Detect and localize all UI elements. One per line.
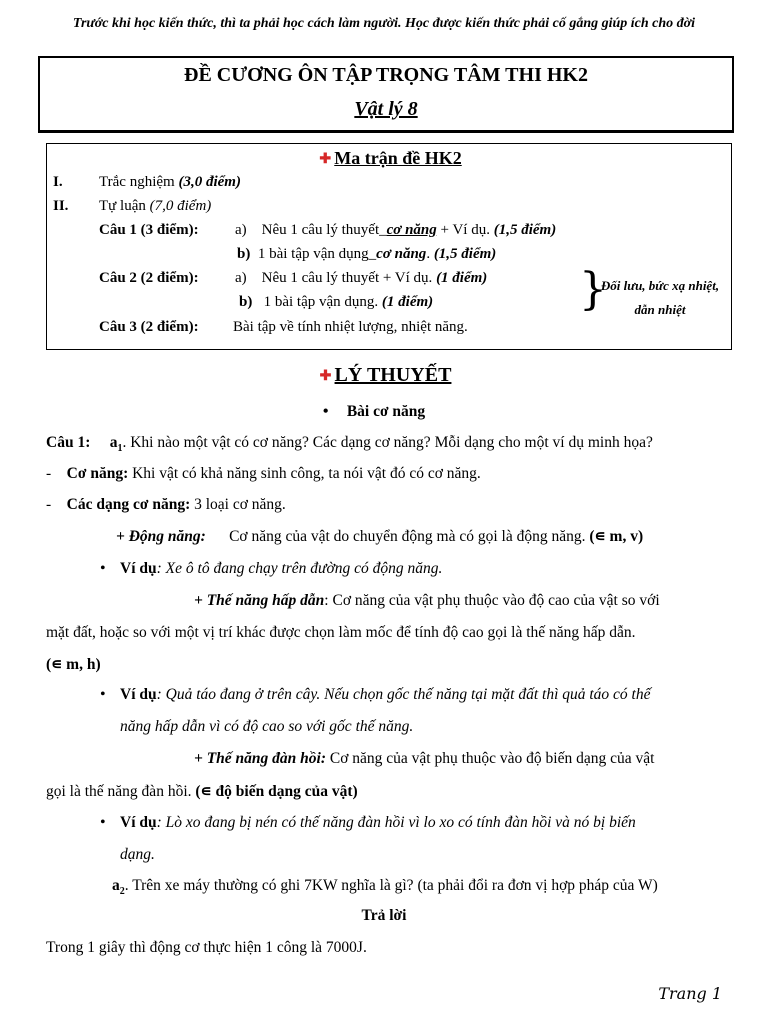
example-1: • Ví dụ: Xe ô tô đang chạy trên đường có động năng. <box>120 560 442 578</box>
theory-heading: ✚ LÝ THUYẾT <box>0 364 768 387</box>
q1-label: Câu 1 (3 điểm): <box>99 222 199 238</box>
right-brace-icon: } <box>579 264 607 315</box>
title-box <box>38 56 734 133</box>
q1-b-line: b) 1 bài tập vận dụng_cơ năng. (1,5 điểm) <box>237 246 497 262</box>
the-nang-hap-dan-dep: (∊ m, h) <box>46 656 101 673</box>
document-title: ĐỀ CƯƠNG ÔN TẬP TRỌNG TÂM THI HK2 <box>184 64 588 86</box>
side-note: Đối lưu, bức xạ nhiệt, dẫn nhiệt <box>600 278 720 317</box>
example-2-line1: • Ví dụ: Quả táo đang ở trên cây. Nếu chọn gốc thế năng tại mặt đất thì quả táo có thế <box>120 686 651 704</box>
four-way-arrow-icon: ✚ <box>319 152 332 167</box>
q3-label: Câu 3 (2 điểm): <box>99 319 199 335</box>
part2-line: Tự luận (7,0 điểm) <box>99 198 212 214</box>
co-nang-definition: - Cơ năng: Khi vật có khả năng sinh công, ta nói vật đó có cơ năng. <box>46 465 481 482</box>
example-2-line2: năng hấp dẫn vì có độ cao so với gốc thế năng. <box>120 718 414 735</box>
header-quote: Trước khi học kiến thức, thì ta phải học cách làm người. Học được kiến thức phải cố gắng giúp ích cho đời <box>72 16 696 31</box>
q2-a-line: a) Nêu 1 câu lý thuyết + Ví dụ. (1 điểm) <box>235 270 488 286</box>
matrix-heading-text: Ma trận đề HK2 <box>334 148 462 168</box>
cac-dang-line: - Các dạng cơ năng: 3 loại cơ năng. <box>46 496 286 513</box>
matrix-heading <box>47 148 731 169</box>
a2-question: $a_2$. Trên xe máy thường có ghi 7KW nghĩa là gì? (ta phải đổi ra đơn vị hợp pháp của W) <box>112 877 658 898</box>
page-number: Trang 1 <box>658 984 722 1003</box>
the-nang-dan-hoi-line2: gọi là thế năng đàn hồi. (∊ độ biến dạng của vật) <box>46 783 358 800</box>
example-3-line2: dạng. <box>120 846 155 863</box>
the-nang-hap-dan-line1: + Thế năng hấp dẫn: Cơ năng của vật phụ thuộc vào độ cao của vật so với <box>194 592 660 609</box>
four-way-arrow-icon: ✚ <box>319 369 332 384</box>
the-nang-hap-dan-line2: mặt đất, hoặc so với một vị trí khác được chọn làm mốc để tính độ cao gọi là thế năng hấp dẫn. <box>46 624 636 641</box>
q2-label: Câu 2 (2 điểm): <box>99 270 199 286</box>
part1-line: Trắc nghiệm (3,0 điểm) <box>99 174 241 190</box>
subject-title: Vật lý 8 <box>354 98 418 120</box>
part2-num: II. <box>53 198 69 214</box>
topic-title: • Bài cơ năng <box>0 403 768 421</box>
part1-num: I. <box>53 174 63 190</box>
q1-a-line: a) Nêu 1 câu lý thuyết_cơ năng + Ví dụ. (1,5 điểm) <box>235 222 557 238</box>
answer-text: Trong 1 giây thì động cơ thực hiện 1 công là 7000J. <box>46 939 367 956</box>
q2-b-line: b) 1 bài tập vận dụng. (1 điểm) <box>239 294 434 310</box>
example-3-line1: • Ví dụ: Lò xo đang bị nén có thế năng đàn hồi vì lo xo có tính đàn hồi và nó bị biến <box>120 814 636 832</box>
the-nang-dan-hoi-line1: + Thế năng đàn hồi: Cơ năng của vật phụ thuộc vào độ biến dạng của vật <box>194 750 655 767</box>
q3-text: Bài tập về tính nhiệt lượng, nhiệt năng. <box>233 319 468 335</box>
q1-question: Câu 1: $a_1$. Khi nào một vật có cơ năng? Các dạng cơ năng? Mỗi dạng cho một ví dụ minh họa? <box>46 434 653 455</box>
exam-matrix-box <box>46 143 732 350</box>
answer-heading: Trả lời <box>361 907 407 924</box>
dong-nang-line: + Động năng: Cơ năng của vật do chuyển động mà có gọi là động năng. (∊ m, v) <box>116 528 644 545</box>
